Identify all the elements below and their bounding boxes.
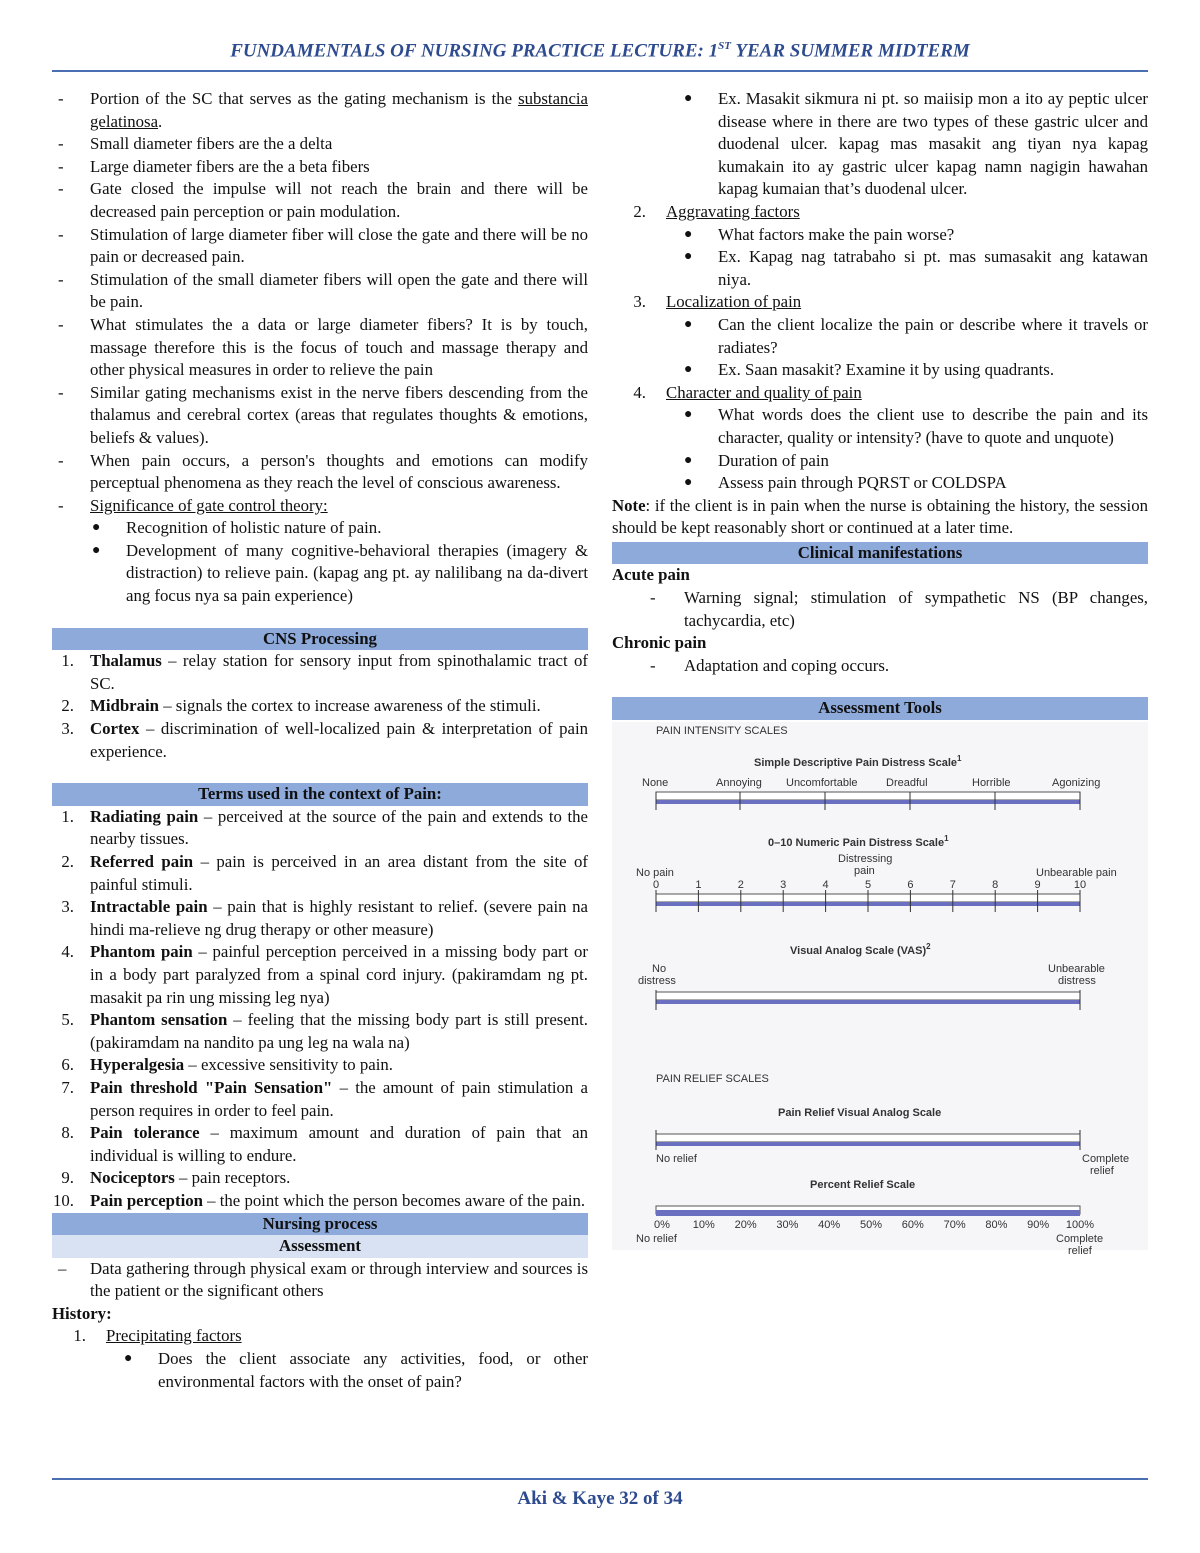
left-column bbox=[52, 88, 588, 1393]
acute-pain-item: - Warning signal; stimulation of sympathetic NS (BP changes, tachycardia, etc) bbox=[650, 588, 1148, 630]
cns-item: 3. Cortex – discrimination of well-localized pain & interpretation of pain experience. bbox=[61, 719, 588, 761]
history-bullet: ● Assess pain through PQRST or COLDSPA bbox=[684, 473, 1007, 493]
descriptive-label: Annoying bbox=[716, 777, 762, 790]
descriptive-label: None bbox=[642, 777, 669, 790]
chronic-pain-label: Chronic pain bbox=[612, 633, 707, 653]
gate-item: - What stimulates the a data or large diameter fibers? It is by touch, massage therefore this is the focus of touch and massage therapy and other physical measures in order to relieve the pain bbox=[58, 314, 588, 380]
footer-rule bbox=[52, 1478, 1148, 1480]
gate-item: - Gate closed the impulse will not reach the brain and there will be decreased pain perception or pain modulation. bbox=[58, 179, 588, 221]
numeric-tick-label: 4 bbox=[822, 879, 829, 892]
percent-relief-bar bbox=[656, 1206, 1080, 1216]
history-label: History: bbox=[52, 1303, 112, 1323]
percent-tick-label: 20% bbox=[734, 1219, 757, 1232]
cns-item: 2. Midbrain – signals the cortex to increase awareness of the stimuli. bbox=[61, 696, 541, 716]
history-item-localization: 3. Localization of pain bbox=[633, 292, 802, 312]
percent-tick-label: 30% bbox=[776, 1219, 799, 1232]
descriptive-label: Agonizing bbox=[1052, 777, 1101, 790]
term-item: 7. Pain threshold "Pain Sensation" – the amount of pain stimulation a person requires in order to feel pain. bbox=[61, 1077, 588, 1120]
terms-heading: Terms used in the context of Pain: bbox=[52, 783, 588, 806]
numeric-tick-label: 8 bbox=[992, 879, 999, 892]
history-item-character: 4. Character and quality of pain bbox=[633, 382, 862, 402]
history-bullet: ● Can the client localize the pain or describe where it travels or radiates? bbox=[684, 314, 1148, 357]
percent-tick-label: 50% bbox=[859, 1219, 883, 1232]
term-item: 1. Radiating pain – perceived at the source of the pain and extends to the nearby tissues. bbox=[61, 806, 588, 849]
history-bullet: ● Ex. Kapag nag tatrabaho si pt. mas sumasakit ang katawan niya. bbox=[684, 247, 1148, 289]
history-bullet: ● What factors make the pain worse? bbox=[684, 224, 955, 244]
term-item: 8. Pain tolerance – maximum amount and duration of pain that an individual is willing to endure. bbox=[61, 1123, 588, 1165]
cns-item: 1. Thalamus – relay station for sensory input from spinothalamic tract of SC. bbox=[61, 651, 588, 693]
gate-item: - Similar gating mechanisms exist in the nerve fibers descending from the thalamus and cerebral cortex (areas that regulates thoughts & emotions, beliefs & values). bbox=[58, 382, 588, 447]
gate-item: - Portion of the SC that serves as the gating mechanism is the substancia gelatinosa. bbox=[58, 89, 588, 131]
right-column bbox=[612, 88, 1148, 1258]
percent-right-label: Complete bbox=[1056, 1233, 1104, 1246]
nursing-process-heading: Nursing process bbox=[52, 1213, 588, 1236]
percent-tick-label: 10% bbox=[692, 1219, 715, 1232]
term-item: 3. Intractable pain – pain that is highly resistant to relief. (severe pain na hindi ma-relieve ng drug therapy or other measure) bbox=[61, 897, 589, 939]
page-header bbox=[52, 40, 1148, 62]
header-title-pre: FUNDAMENTALS OF NURSING PRACTICE LECTURE: 1 bbox=[230, 40, 719, 62]
relief-right-label-2: relief bbox=[1090, 1165, 1114, 1178]
term-item: 4. Phantom pain – painful perception perceived in a missing body part or in a body part paralyzed from a spinal cord injury. (pakiramdam ng pt. masakit pa rin ung missing leg nya) bbox=[61, 942, 588, 1007]
vas-left-label: No bbox=[652, 963, 667, 976]
term-item: 9. Nociceptors – pain receptors. bbox=[61, 1168, 291, 1188]
chronic-pain-item: - Adaptation and coping occurs. bbox=[650, 655, 890, 675]
header-title-sup: ST bbox=[718, 40, 731, 52]
descriptive-title: Simple Descriptive Pain Distress Scale$^1$ bbox=[754, 754, 962, 770]
significance-item: ● Recognition of holistic nature of pain. bbox=[92, 518, 382, 538]
numeric-tick-label: 1 bbox=[695, 879, 702, 892]
percent-tick-label: 70% bbox=[943, 1219, 966, 1232]
term-item: 2. Referred pain – pain is perceived in an area distant from the site of painful stimuli. bbox=[61, 852, 588, 894]
assessment-item: – Data gathering through physical exam or through interview and sources is the patient or the significant others bbox=[58, 1258, 588, 1301]
percent-tick-label: 40% bbox=[818, 1219, 841, 1232]
numeric-tick-label: 3 bbox=[780, 879, 787, 892]
percent-tick-label: 60% bbox=[901, 1219, 924, 1232]
descriptive-label: Dreadful bbox=[886, 777, 928, 790]
numeric-mid-label: Distressing bbox=[838, 853, 893, 866]
vas-right-label-2: distress bbox=[1058, 975, 1096, 988]
numeric-tick-label: 10 bbox=[1073, 879, 1087, 892]
vas-scale-bar bbox=[656, 990, 1080, 1010]
acute-pain-label: Acute pain bbox=[612, 565, 690, 585]
page-footer: Aki & Kaye 32 of 34 bbox=[517, 1488, 683, 1509]
numeric-tick-label: 7 bbox=[949, 879, 956, 892]
history-item-precipitating: 1. Precipitating factors bbox=[73, 1326, 242, 1346]
numeric-tick-label: 9 bbox=[1034, 879, 1041, 892]
intensity-heading: PAIN INTENSITY SCALES bbox=[656, 725, 788, 738]
descriptive-scale-bar bbox=[656, 792, 1080, 810]
gate-item: - Stimulation of large diameter fiber will close the gate and there will be no pain or decreased pain. bbox=[58, 224, 588, 267]
percent-tick-labels bbox=[654, 1219, 1094, 1231]
relief-right-label: Complete bbox=[1082, 1153, 1130, 1166]
numeric-right-label: Unbearable pain bbox=[1036, 867, 1117, 880]
history-bullet: ● Duration of pain bbox=[684, 450, 829, 470]
numeric-left-label: No pain bbox=[636, 867, 674, 880]
vas-right-label: Unbearable bbox=[1048, 963, 1105, 976]
percent-tick-label: 80% bbox=[985, 1219, 1008, 1232]
numeric-title: 0–10 Numeric Pain Distress Scale$^1$ bbox=[768, 834, 949, 850]
descriptive-label: Uncomfortable bbox=[786, 777, 858, 790]
percent-right-label-2: relief bbox=[1068, 1245, 1092, 1258]
relief-vas-bar bbox=[656, 1130, 1080, 1150]
vas-title: Visual Analog Scale (VAS)$^2$ bbox=[790, 942, 931, 958]
history-bullet: ● Ex. Saan masakit? Examine it by using quadrants. bbox=[684, 360, 1055, 380]
substancia-gelatinosa: substancia gelatinosa bbox=[90, 89, 588, 131]
gate-item: - When pain occurs, a person's thoughts and emotions can modify perceptual phenomena as they reach the level of conscious awareness. bbox=[58, 450, 588, 493]
history-bullet: ● Does the client associate any activities, food, or other environmental factors with the onset of pain? bbox=[124, 1349, 588, 1391]
assessment-heading: Assessment bbox=[52, 1235, 588, 1258]
term-item: 5. Phantom sensation – feeling that the missing body part is still present. (pakiramdam na nandito pa ung leg na wala na) bbox=[61, 1010, 589, 1052]
numeric-tick-labels bbox=[653, 879, 1086, 891]
note: Note: if the client is in pain when the nurse is obtaining the history, the session should be kept reasonably short or continued at a later time. bbox=[612, 495, 1148, 538]
header-rule bbox=[52, 70, 1148, 72]
percent-tick-label: 100% bbox=[1065, 1219, 1095, 1232]
term-item: 6. Hyperalgesia – excessive sensitivity to pain. bbox=[61, 1055, 393, 1075]
relief-left-label: No relief bbox=[656, 1153, 697, 1166]
vas-left-label-2: distress bbox=[638, 975, 676, 988]
term-item: 10. Pain perception – the point which the person becomes aware of the pain. bbox=[53, 1190, 586, 1210]
descriptive-label: Horrible bbox=[972, 777, 1011, 790]
assessment-tools-heading: Assessment Tools bbox=[612, 697, 1148, 720]
gate-item: - Large diameter fibers are the a beta fibers bbox=[58, 156, 370, 176]
numeric-mid-label-2: pain bbox=[854, 865, 875, 878]
percent-tick-label: 0% bbox=[654, 1219, 670, 1232]
numeric-tick-label: 2 bbox=[737, 879, 744, 892]
numeric-scale-bar bbox=[656, 890, 1080, 912]
relief-heading: PAIN RELIEF SCALES bbox=[656, 1073, 769, 1086]
numeric-tick-label: 0 bbox=[652, 879, 660, 892]
clinical-manifestations-heading: Clinical manifestations bbox=[612, 542, 1148, 565]
numeric-tick-label: 6 bbox=[907, 879, 914, 892]
significance-heading: - Significance of gate control theory: bbox=[58, 495, 328, 515]
history-item-aggravating: 2. Aggravating factors bbox=[633, 201, 800, 221]
history-bullet: ● What words does the client use to describe the pain and its character, quality or intensity? (have to quote and unquote) bbox=[684, 405, 1148, 447]
pain-scales-figure bbox=[612, 722, 1148, 1258]
percent-left-label: No relief bbox=[636, 1233, 677, 1246]
relief-vas-title: Pain Relief Visual Analog Scale bbox=[778, 1107, 942, 1120]
numeric-tick-label: 5 bbox=[864, 879, 872, 892]
gate-item: - Small diameter fibers are the a delta bbox=[58, 134, 333, 154]
header-title-post: YEAR SUMMER MIDTERM bbox=[730, 40, 970, 62]
percent-title: Percent Relief Scale bbox=[810, 1179, 916, 1192]
significance-item: ● Development of many cognitive-behavioral therapies (imagery & distraction) to relieve pain. (kapag ang pt. ay nalilibang na da-divert ang focus nya sa pain experience) bbox=[92, 540, 588, 606]
history-bullet: ● Ex. Masakit sikmura ni pt. so maiisip mon a ito ay peptic ulcer disease where in there are two types of these gastric ulcer and duodenal ulcer. kapag mas masakit ang tiyan nya kapag kumakain ito ay gastric ulcer kapag namn nagigin hawahan kapag kumaian that’s duodenal ulcer. bbox=[684, 89, 1148, 199]
percent-tick-label: 90% bbox=[1027, 1219, 1050, 1232]
gate-item: - Stimulation of the small diameter fibers will open the gate and there will be pain. bbox=[58, 269, 588, 312]
cns-processing-heading: CNS Processing bbox=[52, 628, 588, 651]
